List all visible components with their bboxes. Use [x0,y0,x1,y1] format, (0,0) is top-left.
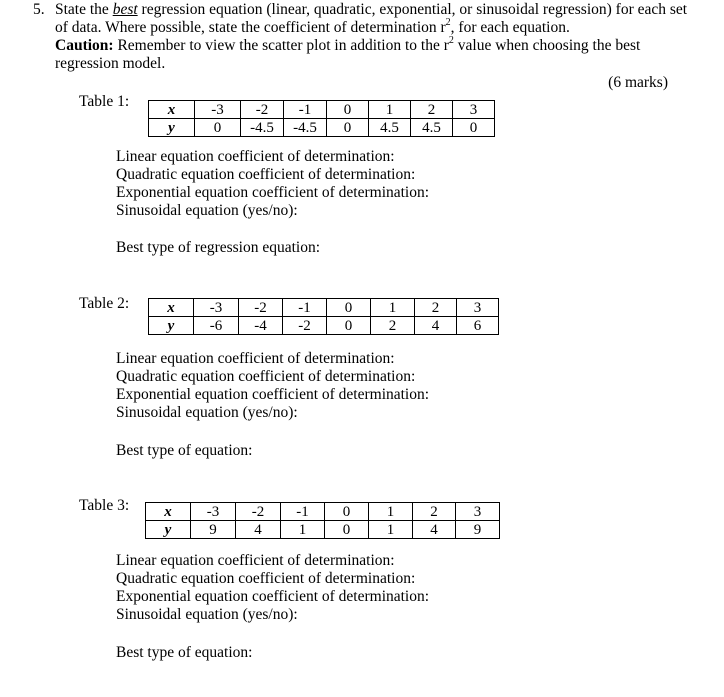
table-cell: 4.5 [369,119,411,137]
quadratic-prompt: Quadratic equation coefficient of determination: [116,570,416,587]
caution-label: Caution: [55,37,114,54]
exponential-prompt: Exponential equation coefficient of determination: [116,588,430,605]
question-line-2 [55,16,570,37]
question-number: 5. [33,1,45,18]
table-cell: -2 [241,101,284,119]
table-cell: 0 [327,299,371,317]
question-line-2-start: of data. Where possible, state the coefficient of determination r [55,19,446,36]
table-cell: 6 [457,317,499,335]
caution-text-end: value when choosing the best [453,37,641,54]
table-cell: -1 [283,299,327,317]
table-cell: 4 [236,521,281,539]
table-cell: 2 [411,101,453,119]
caution-r-squared-exponent: 2 [448,34,454,46]
y-header: y [146,521,191,539]
table-cell: 1 [369,521,413,539]
table-1-label: Table 1: [79,93,130,110]
caution-line [55,34,641,55]
table-cell: -3 [194,299,239,317]
table-cell: -6 [194,317,239,335]
table-cell: -4 [239,317,283,335]
marks-label: (6 marks) [608,74,668,91]
table-cell: -4.5 [241,119,284,137]
table-row [149,101,495,119]
exponential-prompt: Exponential equation coefficient of determination: [116,184,430,201]
question-line-4: regression model. [55,55,166,72]
y-header: y [149,119,195,137]
exponential-prompt: Exponential equation coefficient of determination: [116,386,430,403]
table-cell: 4 [415,317,457,335]
question-line-1-start: State the [55,1,113,18]
table-cell: -4.5 [284,119,327,137]
table-2-label: Table 2: [79,295,130,312]
caution-text-start: Remember to view the scatter plot in addition to the r [113,37,449,54]
table-cell: 0 [327,317,371,335]
table-row [149,317,499,335]
linear-prompt: Linear equation coefficient of determination: [116,552,395,569]
r-squared-exponent: 2 [445,16,451,28]
table-cell: -3 [191,503,236,521]
table-cell: -2 [283,317,327,335]
table-cell: 3 [453,101,495,119]
table-cell: -1 [281,503,325,521]
table-cell: 2 [413,503,456,521]
sinusoidal-prompt: Sinusoidal equation (yes/no): [116,606,298,623]
table-row [146,503,500,521]
x-header: x [149,101,195,119]
sinusoidal-prompt: Sinusoidal equation (yes/no): [116,404,298,421]
linear-prompt: Linear equation coefficient of determination: [116,350,395,367]
data-table-2 [148,298,499,335]
best-type-prompt: Best type of regression equation: [116,239,321,256]
question-line-1 [55,1,687,19]
table-cell: -2 [236,503,281,521]
x-header: x [146,503,191,521]
table-cell: 0 [325,503,369,521]
table-cell: 1 [369,503,413,521]
table-cell: 4.5 [411,119,453,137]
table-cell: 1 [281,521,325,539]
table-cell: 1 [369,101,411,119]
table-cell: 3 [457,299,499,317]
table-cell: -1 [284,101,327,119]
table-row [149,119,495,137]
table-3-label: Table 3: [79,497,130,514]
table-cell: 2 [415,299,457,317]
table-cell: -3 [195,101,241,119]
emphasis-best: best [112,1,138,18]
linear-prompt: Linear equation coefficient of determination: [116,148,395,165]
table-cell: -2 [239,299,283,317]
table-cell: 1 [371,299,415,317]
quadratic-prompt: Quadratic equation coefficient of determination: [116,166,416,183]
table-cell: 9 [456,521,500,539]
table-cell: 3 [456,503,500,521]
table-cell: 0 [453,119,495,137]
y-header: y [149,317,194,335]
best-type-prompt: Best type of equation: [116,644,253,661]
best-type-prompt: Best type of equation: [116,442,253,459]
table-cell: 0 [327,119,369,137]
question-line-2-end: , for each equation. [450,19,570,36]
data-table-3 [145,502,500,539]
table-cell: 4 [413,521,456,539]
quadratic-prompt: Quadratic equation coefficient of determination: [116,368,416,385]
table-cell: 0 [325,521,369,539]
table-row [146,521,500,539]
x-header: x [149,299,194,317]
sinusoidal-prompt: Sinusoidal equation (yes/no): [116,202,298,219]
table-row [149,299,499,317]
table-cell: 2 [371,317,415,335]
question-line-1-end: regression equation (linear, quadratic, exponential, or sinusoidal regression) for each set [137,1,688,18]
table-cell: 9 [191,521,236,539]
table-cell: 0 [327,101,369,119]
data-table-1 [148,100,495,137]
table-cell: 0 [195,119,241,137]
